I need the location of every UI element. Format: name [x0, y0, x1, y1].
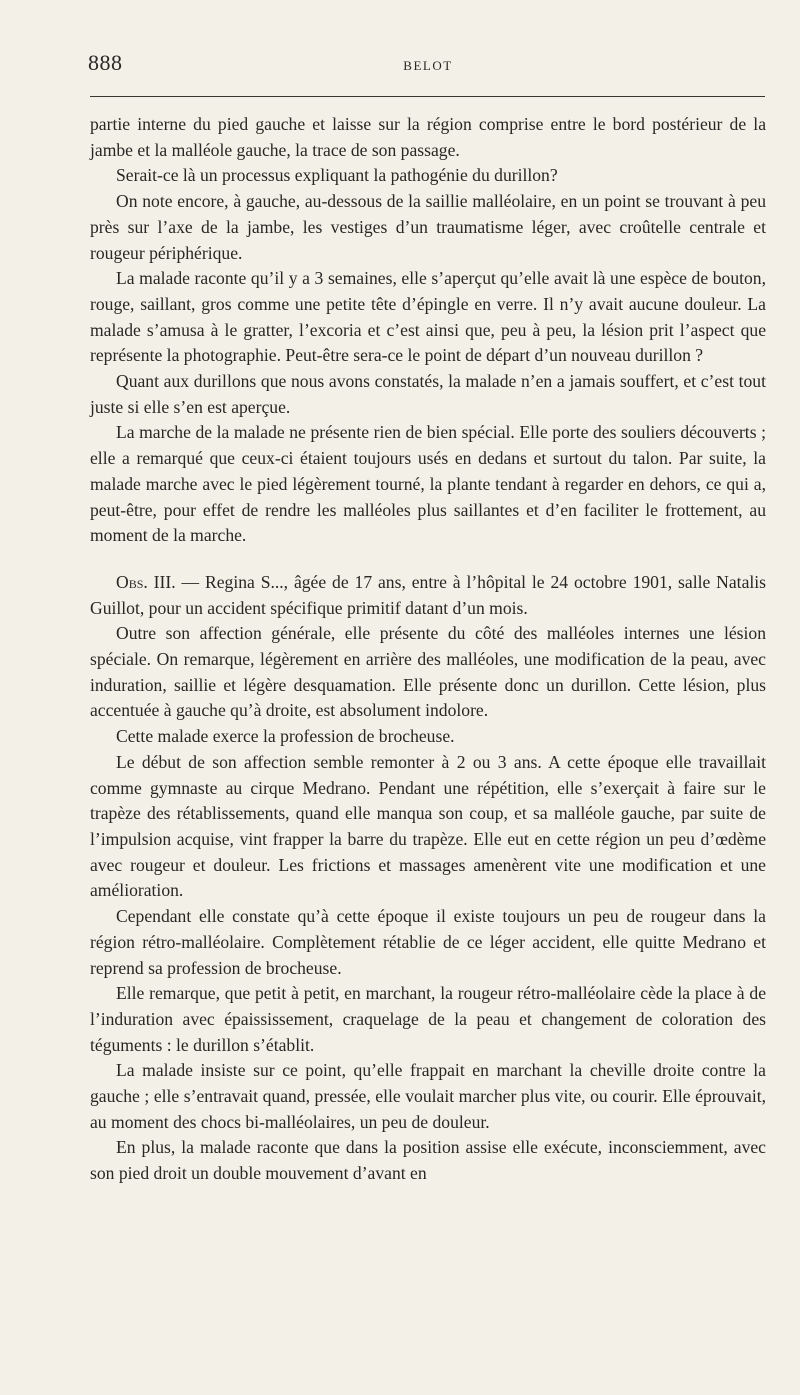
paragraph: Elle remarque, que petit à petit, en marchant, la rougeur rétro-malléolaire cède la place à de l’induration avec épaississement, craquelage de la peau et changement de coloration des téguments : le durillon s’établit.: [90, 983, 766, 1055]
page-header: [88, 50, 768, 80]
observation-text: — Regina S..., âgée de 17 ans, entre à l’hôpital le 24 octobre 1901, salle Natalis Guillot, pour un accident spécifique primitif datant d’un mois.: [90, 571, 767, 618]
paragraph: Cette malade exerce la profession de brocheuse.: [116, 726, 455, 747]
body-text: [90, 112, 766, 1187]
paragraph: En plus, la malade raconte que dans la position assise elle exécute, inconsciemment, avec son pied droit un double mouvement d’avant en: [90, 1137, 766, 1184]
paragraph: La malade raconte qu’il y a 3 semaines, elle s’aperçut qu’elle avait là une espèce de bouton, rouge, saillant, gros comme une petite tête d’épingle en verre. Il n’y avait aucune douleur. La malade s’amusa à le gratter, l’excoria et c’est ainsi que, peu à peu, la lésion prit l’aspect que représente la photographie. Peut-être sera-ce le point de départ d’un nouveau durillon ?: [90, 268, 766, 366]
paragraph: On note encore, à gauche, au-dessous de la saillie malléolaire, en un point se trouvant à peu près sur l’axe de la jambe, les vestiges d’un traumatisme léger, avec croûtelle centrale et rougeur périphérique.: [90, 191, 766, 263]
paragraph: Le début de son affection semble remonter à 2 ou 3 ans. A cette époque elle travaillait comme gymnaste au cirque Medrano. Pendant une répétition, elle s’exerçait à faire sur le trapèze des rétablissements, quand elle manqua son coup, et sa malléole gauche, par suite de l’impulsion acquise, vint frapper la barre du trapèze. Elle eut en cette région un peu d’œdème avec rougeur et douleur. Les frictions et massages amenèrent vite une modification et une amélioration.: [90, 751, 766, 901]
paragraph: Serait-ce là un processus expliquant la pathogénie du durillon?: [116, 165, 558, 186]
header-rule: [90, 96, 765, 97]
running-head: BELOT: [403, 58, 453, 73]
paragraph: Quant aux durillons que nous avons constatés, la malade n’en a jamais souffert, et c’est tout juste si elle s’en est aperçue.: [90, 371, 766, 417]
section-gap: [90, 549, 766, 570]
observation-paragraph: [90, 570, 766, 621]
observation-label: Obs. III.: [116, 571, 176, 592]
paragraph: partie interne du pied gauche et laisse sur la région comprise entre le bord postérieur de la jambe et la malléole gauche, la trace de son passage.: [90, 114, 766, 160]
paragraph: Cependant elle constate qu’à cette époque il existe toujours un peu de rougeur dans la région rétro-malléolaire. Complètement rétablie de ce léger accident, elle quitte Medrano et reprend sa profession de brocheuse.: [90, 906, 766, 978]
page-number: 888: [88, 50, 123, 75]
paragraph: La marche de la malade ne présente rien de bien spécial. Elle porte des souliers découverts ; elle a remarqué que ceux-ci étaient toujours usés en dedans et surtout du talon. Par suite, la malade marche avec le pied légèrement tourné, la plante tendant à regarder en dehors, ce qui a, peut-être, pour effet de rendre les malléoles plus saillantes et d’en faciliter le frottement, au moment de la marche.: [90, 422, 766, 546]
paragraph: Outre son affection générale, elle présente du côté des malléoles internes une lésion spéciale. On remarque, légèrement en arrière des malléoles, une modification de la peau, avec induration, saillie et légère desquamation. Elle présente donc un durillon. Cette lésion, plus accentuée à gauche qu’à droite, est absolument indolore.: [90, 623, 766, 721]
paragraph: La malade insiste sur ce point, qu’elle frappait en marchant la cheville droite contre la gauche ; elle s’entravait quand, pressée, elle voulait marcher plus vite, ou courir. Elle éprouvait, au moment des chocs bi-malléolaires, un peu de douleur.: [90, 1060, 766, 1132]
